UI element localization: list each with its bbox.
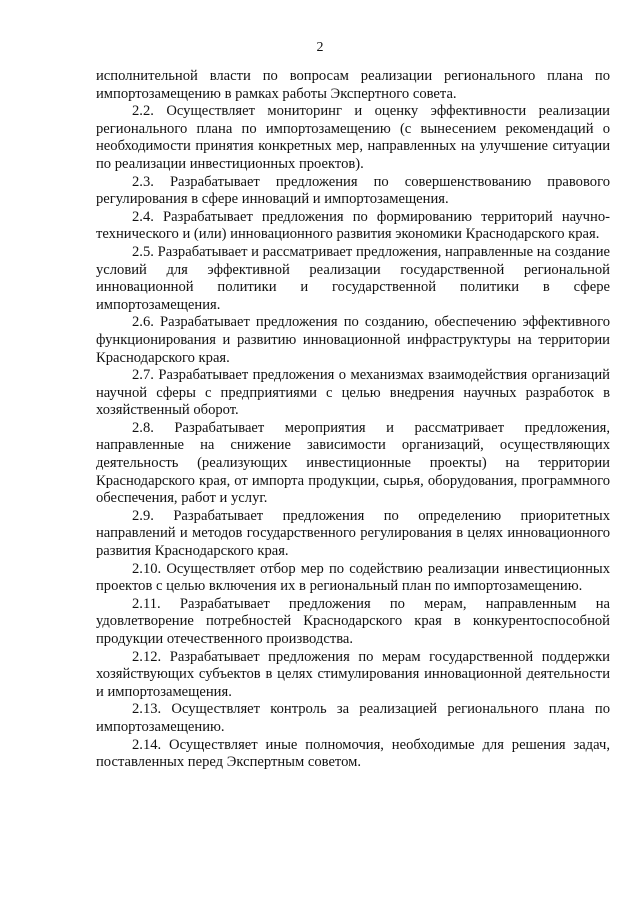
paragraph-2-2 <box>96 103 610 173</box>
paragraph-text: Разрабатывает предложения по мерам, направленным на удовлетворение потребностей Краснодарского края в конкурентоспособной продукции отечественного производства. <box>96 595 610 647</box>
paragraph-text: Разрабатывает предложения о механизмах взаимодействия организаций научной сферы с предприятиями с целью внедрения научных разработок в хозяйственный оборот. <box>96 367 610 419</box>
paragraph-2-12 <box>96 649 610 702</box>
paragraph-number: 2.4. <box>132 208 154 225</box>
paragraph-2-8 <box>96 420 610 508</box>
paragraph-2-6 <box>96 314 610 367</box>
paragraph-number: 2.13. <box>132 701 162 718</box>
paragraph-number: 2.14. <box>132 736 162 753</box>
paragraph-text: Разрабатывает мероприятия и рассматривает предложения, направленные на снижение зависимости организаций, осуществляющих деятельность (реализующих инвестиционные проекты) на территории Краснодарского края, от импорта продукции, сырья, оборудования, программного обеспечения, работ и услуг. <box>96 419 610 507</box>
paragraph-2-14 <box>96 737 610 772</box>
paragraph-text: исполнительной власти по вопросам реализации регионального плана по импортозамещению в рамках работы Экспертного совета. <box>96 68 610 102</box>
paragraph-number: 2.8. <box>132 419 154 436</box>
paragraph-number: 2.6. <box>132 314 154 331</box>
paragraph-number: 2.9. <box>132 507 154 524</box>
paragraph-2-13 <box>96 701 610 736</box>
paragraph-number: 2.10. <box>132 560 162 577</box>
document-body <box>96 68 610 772</box>
paragraph-2-7 <box>96 367 610 420</box>
paragraph-2-4 <box>96 209 610 244</box>
paragraph-number: 2.7. <box>132 367 154 384</box>
paragraph-2-5 <box>96 244 610 314</box>
paragraph-number: 2.11. <box>132 595 161 612</box>
paragraph-text: Осуществляет контроль за реализацией регионального плана по импортозамещению. <box>96 701 610 735</box>
paragraph-number: 2.3. <box>132 173 154 190</box>
paragraph-2-10 <box>96 561 610 596</box>
paragraph-text: Осуществляет отбор мер по содействию реализации инвестиционных проектов с целью включения их в региональный план по импортозамещению. <box>96 560 610 595</box>
paragraph-text: Разрабатывает и рассматривает предложения, направленные на создание условий для эффективной реализации государственной региональной инновационной политики и государственной политики в сфере импортозамещения. <box>96 243 610 313</box>
paragraph-number: 2.12. <box>132 648 162 665</box>
paragraph-text: Разрабатывает предложения по мерам государственной поддержки хозяйствующих субъектов в целях стимулирования инновационной деятельности и импортозамещения. <box>96 648 610 700</box>
paragraph-number: 2.2. <box>132 103 154 120</box>
paragraph-continuation <box>96 68 610 103</box>
paragraph-number: 2.5. <box>132 243 154 260</box>
paragraph-text: Осуществляет мониторинг и оценку эффективности реализации регионального плана по импортозамещению (с вынесением рекомендаций о необходимости принятия конкретных мер, направленных на улучшение ситуации по реализации инвестиционных проектов). <box>96 103 610 172</box>
paragraph-2-9 <box>96 508 610 561</box>
paragraph-text: Осуществляет иные полномочия, необходимые для решения задач, поставленных перед Экспертным советом. <box>96 736 610 771</box>
paragraph-text: Разрабатывает предложения по совершенствованию правового регулирования в сфере инноваций и импортозамещения. <box>96 173 610 208</box>
paragraph-text: Разрабатывает предложения по формированию территорий научно-технического и (или) инновационного развития экономики Краснодарского края. <box>96 208 610 243</box>
paragraph-2-3 <box>96 174 610 209</box>
page-number: 2 <box>316 40 324 55</box>
paragraph-text: Разрабатывает предложения по определению приоритетных направлений и методов государственного регулирования в целях инновационного развития Краснодарского края. <box>96 507 610 560</box>
paragraph-text: Разрабатывает предложения по созданию, обеспечению эффективного функционирования и развитию инновационной инфраструктуры на территории Краснодарского края. <box>96 314 610 366</box>
paragraph-2-11 <box>96 596 610 649</box>
